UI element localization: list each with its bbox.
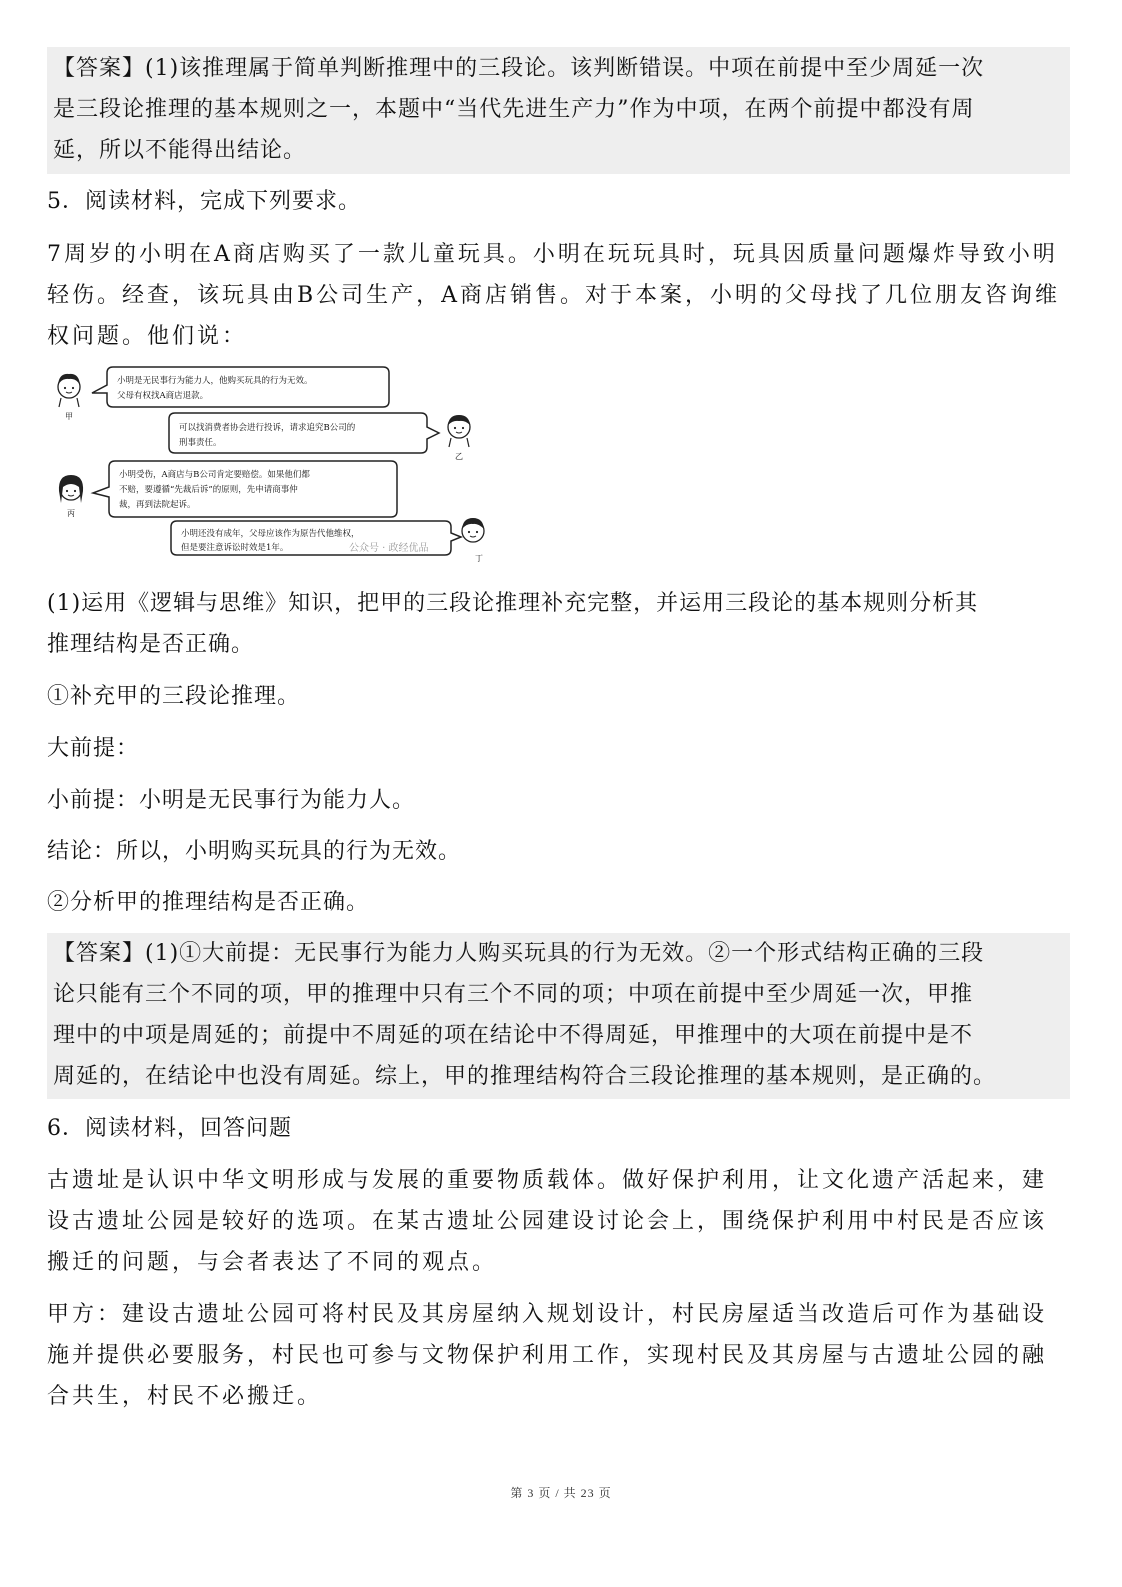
material-line: 轻伤。经查，该玩具由B公司生产，A商店销售。对于本案，小明的父母找了几位朋友咨询维 bbox=[47, 283, 1061, 308]
page-footer: 第 3 页 / 共 23 页 bbox=[510, 1486, 612, 1500]
question-6-title: 6．阅读材料，回答问题 bbox=[47, 1116, 292, 1141]
answer-line: 理中的中项是周延的；前提中不周延的项在结论中不得周延，甲推理中的大项在前提中是不 bbox=[53, 1023, 974, 1048]
ding-avatar bbox=[462, 518, 484, 563]
answer-line: 延，所以不能得出结论。 bbox=[53, 138, 307, 163]
material-line: 合共生，村民不必搬迁。 bbox=[47, 1384, 323, 1409]
bing-line-3: 裁，再到法院起诉。 bbox=[119, 500, 196, 510]
bing-avatar bbox=[59, 475, 83, 518]
question-5-material bbox=[47, 234, 1067, 357]
yi-line-2: 刑事责任。 bbox=[179, 438, 222, 448]
material-line: 7周岁的小明在A商店购买了一款儿童玩具。小明在玩玩具时，玩具因质量问题爆炸导致小明 bbox=[47, 242, 1058, 267]
answer-line: 论只能有三个不同的项，甲的推理中只有三个不同的项；中项在前提中至少周延一次，甲推 bbox=[53, 982, 974, 1007]
jia-avatar bbox=[58, 374, 80, 421]
question-5-title: 5．阅读材料，完成下列要求。 bbox=[47, 189, 361, 214]
question-6-material bbox=[47, 1160, 1067, 1283]
material-line: 甲方：建设古遗址公园可将村民及其房屋纳入规划设计，村民房屋适当改造后可作为基础设 bbox=[47, 1302, 1048, 1327]
yi-line-1: 可以找消费者协会进行投诉，请求追究B公司的 bbox=[179, 423, 356, 433]
material-line: 设古遗址公园是较好的选项。在某古遗址公园建设讨论会上，围绕保护利用中村民是否应该 bbox=[47, 1209, 1048, 1234]
jia-name: 甲 bbox=[65, 412, 73, 421]
bing-line-2: 不赔，要遵循“先裁后诉”的原则，先申请商事仲 bbox=[119, 485, 298, 495]
answer-block-1 bbox=[47, 47, 1070, 174]
jia-line-1: 小明是无民事行为能力人，他购买玩具的行为无效。 bbox=[117, 376, 313, 386]
answer-block-2 bbox=[47, 933, 1070, 1099]
minor-premise: 小前提：小明是无民事行为能力人。 bbox=[47, 788, 416, 813]
material-line: 搬迁的问题，与会者表达了不同的观点。 bbox=[47, 1250, 498, 1275]
dialogue-illustration bbox=[47, 363, 497, 563]
material-line: 古遗址是认识中华文明形成与发展的重要物质载体。做好保护利用，让文化遗产活起来，建 bbox=[47, 1168, 1048, 1193]
conclusion: 结论：所以，小明购买玩具的行为无效。 bbox=[47, 839, 462, 864]
major-premise-label: 大前提： bbox=[47, 736, 140, 761]
question-line: 推理结构是否正确。 bbox=[47, 632, 255, 657]
ding-line-2: 但是要注意诉讼时效是1年。 bbox=[181, 543, 289, 553]
question-line: (1)运用《逻辑与思维》知识，把甲的三段论推理补充完整，并运用三段论的基本规则分析其 bbox=[47, 591, 979, 616]
question-5-sub-1 bbox=[47, 583, 1067, 665]
jia-line-2: 父母有权找A商店退款。 bbox=[117, 391, 209, 401]
bing-name: 丙 bbox=[67, 509, 75, 518]
yi-name: 乙 bbox=[455, 452, 463, 461]
material-line: 权问题。他们说： bbox=[47, 324, 248, 349]
question-6-jia-view bbox=[47, 1294, 1067, 1417]
answer-line: 是三段论推理的基本规则之一，本题中“当代先进生产力”作为中项，在两个前提中都没有周 bbox=[53, 97, 975, 122]
material-line: 施并提供必要服务，村民也可参与文物保护利用工作，实现村民及其房屋与古遗址公园的融 bbox=[47, 1343, 1048, 1368]
question-5-item-2: ②分析甲的推理结构是否正确。 bbox=[47, 890, 370, 915]
ding-name: 丁 bbox=[475, 554, 483, 563]
answer-line: 周延的，在结论中也没有周延。综上，甲的推理结构符合三段论推理的基本规则，是正确的。 bbox=[53, 1064, 997, 1089]
question-5-item-1: ①补充甲的三段论推理。 bbox=[47, 684, 301, 709]
bing-line-1: 小明受伤，A商店与B公司肯定要赔偿。如果他们都 bbox=[119, 470, 310, 480]
ding-line-1: 小明还没有成年，父母应该作为原告代他维权， bbox=[181, 529, 360, 539]
answer-line: 【答案】(1)该推理属于简单判断推理中的三段论。该判断错误。中项在前提中至少周延一次 bbox=[53, 56, 985, 81]
jia-bubble bbox=[92, 367, 389, 407]
answer-line: 【答案】(1)①大前提：无民事行为能力人购买玩具的行为无效。②一个形式结构正确的三段 bbox=[53, 941, 985, 966]
watermark-text: 公众号 · 政经优品 bbox=[349, 543, 429, 554]
yi-avatar bbox=[448, 415, 470, 461]
